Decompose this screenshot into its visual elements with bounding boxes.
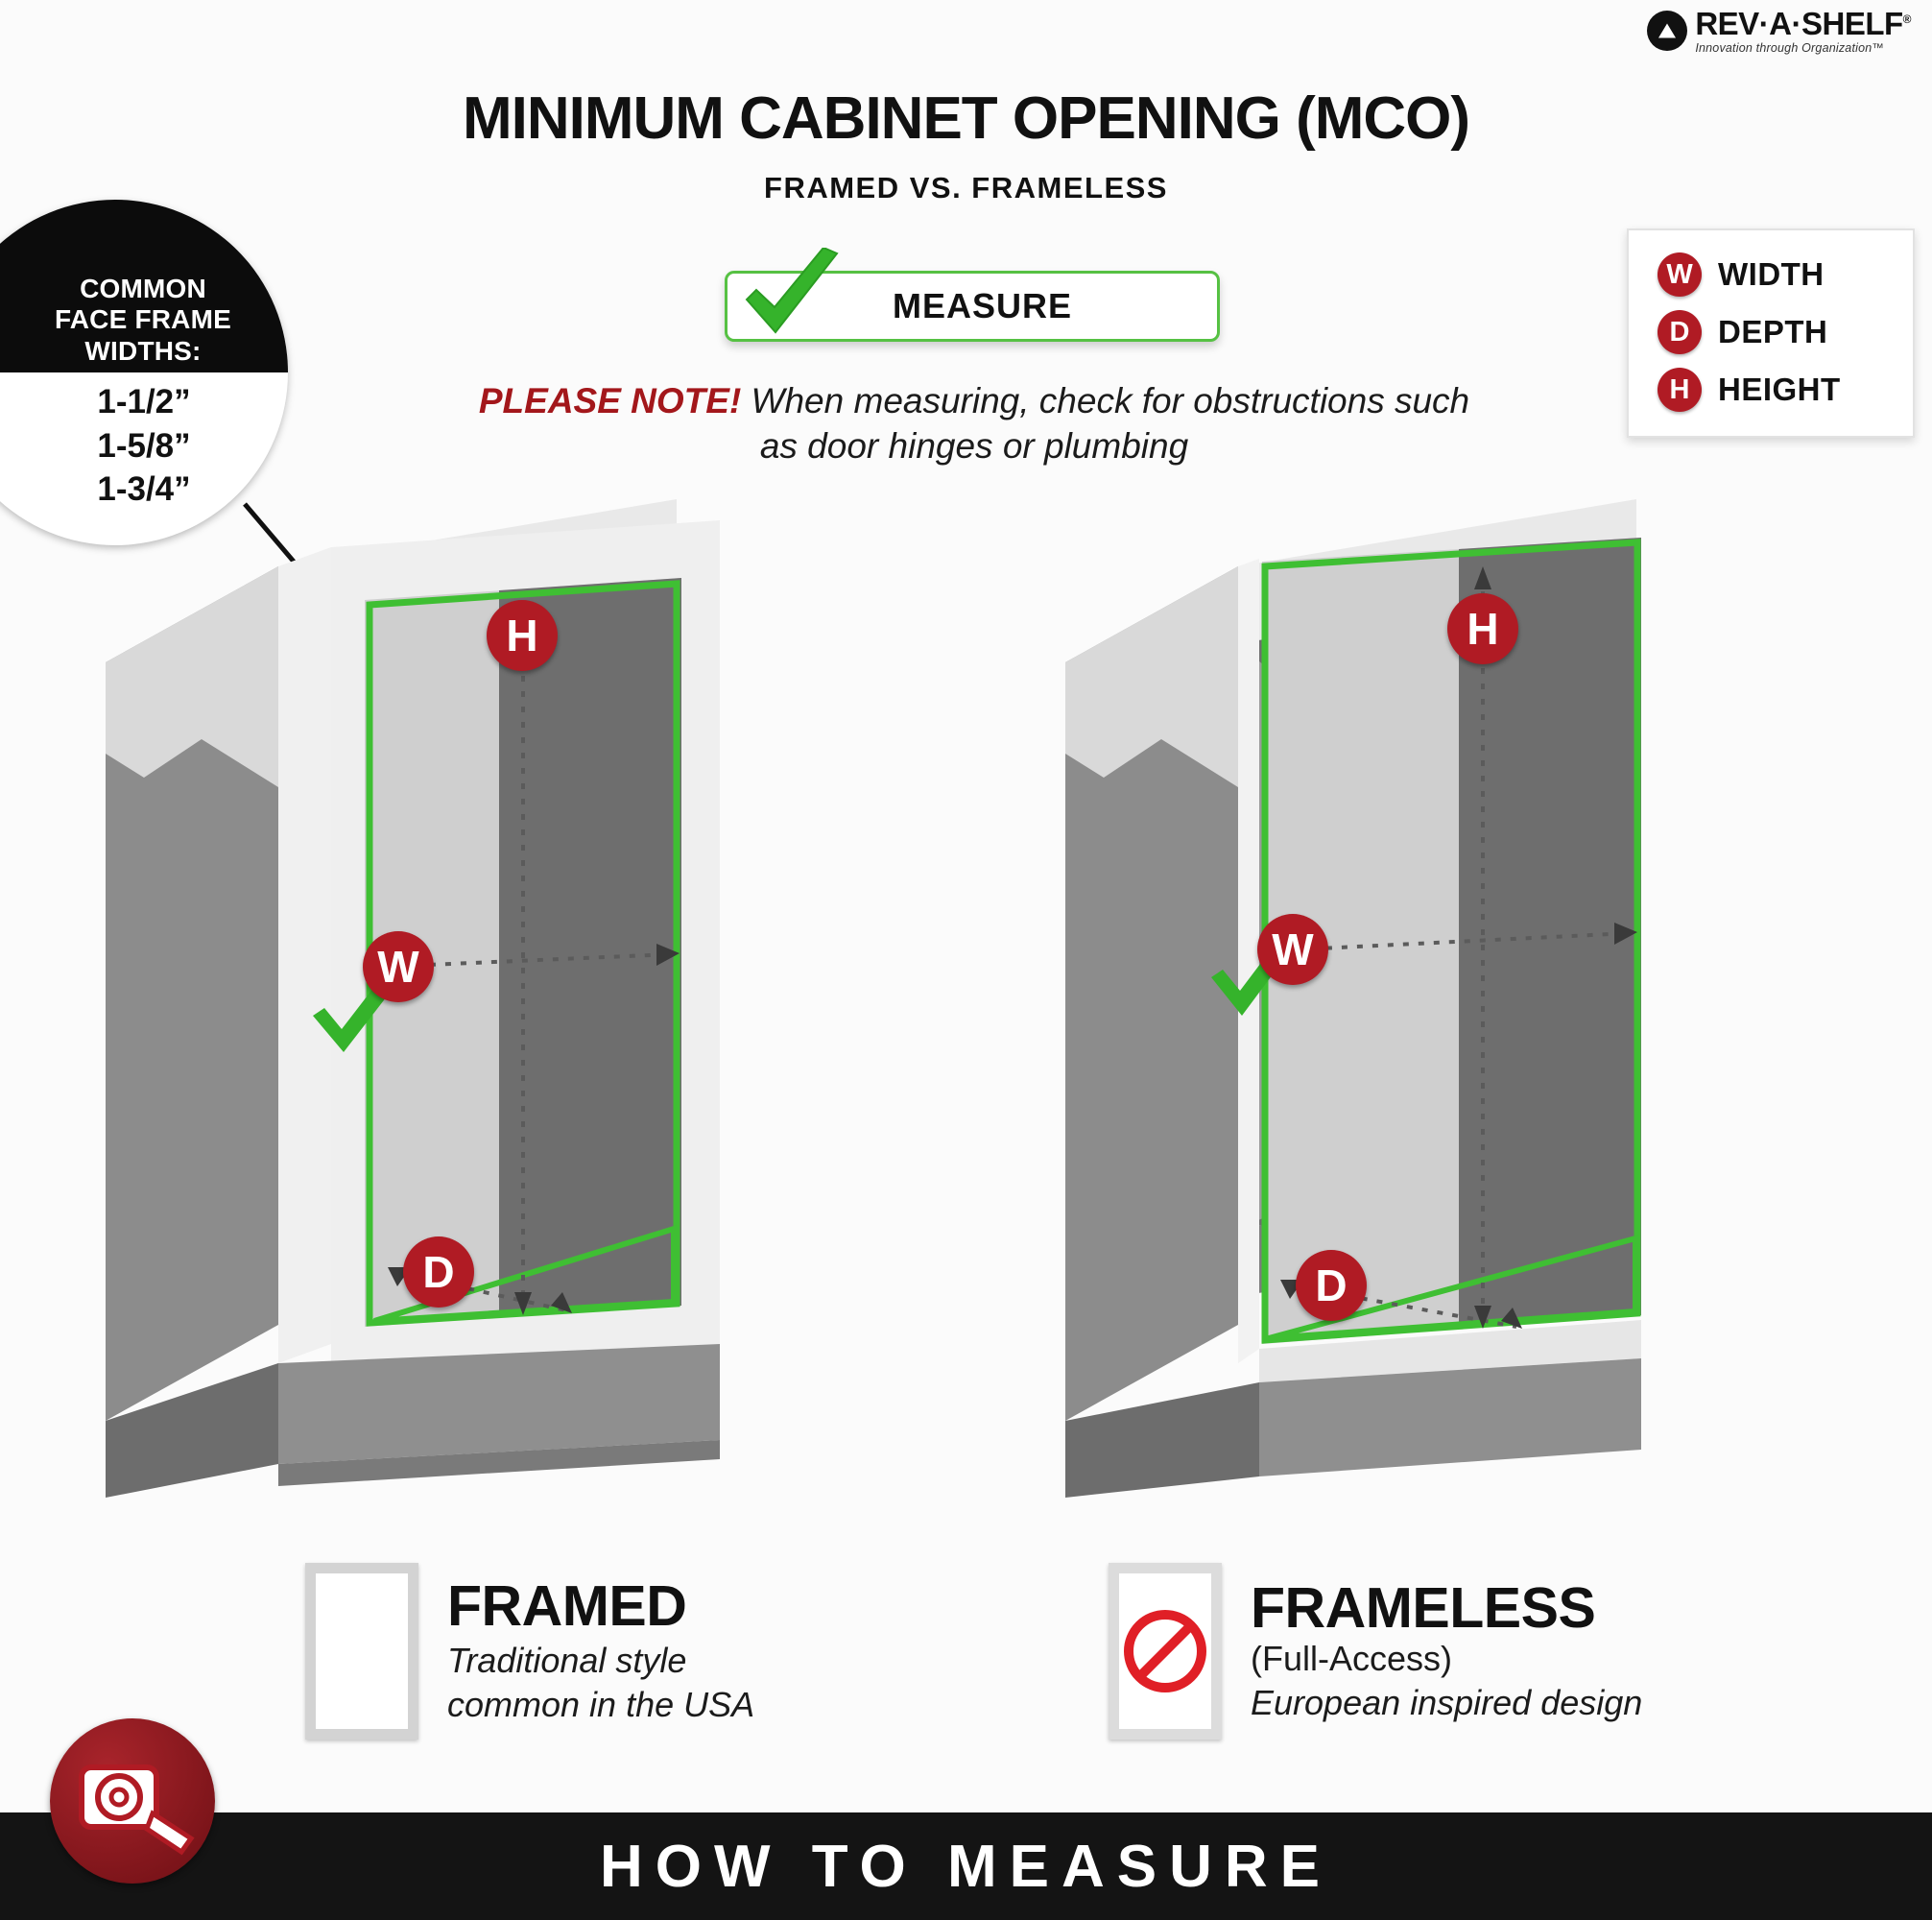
brand-name	[1695, 8, 1911, 39]
measure-label: MEASURE	[893, 286, 1073, 325]
green-check-icon	[739, 248, 845, 348]
frameless-depth-badge: D	[1296, 1250, 1367, 1321]
bubble-value-2: 1-5/8”	[97, 426, 191, 465]
frameless-subtitle-line-1: (Full-Access)	[1251, 1639, 1453, 1679]
dimension-legend	[1627, 228, 1915, 438]
common-face-frame-widths-bubble	[0, 200, 288, 545]
rev-a-shelf-logo-icon	[1647, 11, 1687, 51]
legend-label-width: WIDTH	[1718, 256, 1825, 292]
frameless-width-badge: W	[1257, 914, 1328, 985]
frameless-cabinet-drawing	[1046, 499, 1862, 1517]
height-badge-icon: H	[1658, 368, 1702, 412]
framed-subtitle-line-1: Traditional style	[447, 1641, 687, 1681]
frameless-title: FRAMELESS	[1251, 1576, 1596, 1641]
tape-measure-icon	[70, 1739, 195, 1863]
bubble-heading	[0, 200, 288, 372]
frameless-caption	[1109, 1563, 1642, 1740]
depth-badge-icon: D	[1658, 310, 1702, 354]
please-note-text	[461, 378, 1488, 469]
framed-title: FRAMED	[447, 1574, 687, 1639]
legend-item-width	[1629, 246, 1913, 303]
frameless-subtitle-line-2: European inspired design	[1251, 1682, 1643, 1722]
brand-name-text: REV·A·SHELF	[1695, 6, 1903, 41]
bubble-value-3: 1-3/4”	[97, 470, 191, 508]
no-face-frame-swatch-icon	[1109, 1563, 1222, 1740]
framed-height-badge: H	[487, 600, 558, 671]
legend-label-depth: DEPTH	[1718, 314, 1828, 349]
framed-caption-text	[447, 1574, 755, 1724]
tape-measure-badge	[50, 1718, 215, 1884]
page-title: MINIMUM CABINET OPENING (MCO)	[462, 85, 1470, 152]
brand-tagline: Innovation through Organization™	[1695, 41, 1885, 55]
framed-cabinet-diagram	[86, 499, 902, 1522]
frameless-caption-text	[1251, 1576, 1643, 1722]
brand-logo-text	[1695, 8, 1911, 55]
please-note-body: When measuring, check for obstructions such as door hinges or plumbing	[741, 381, 1470, 467]
prohibition-icon	[1121, 1607, 1209, 1695]
frameless-height-badge: H	[1447, 593, 1518, 664]
please-note-emphasis: PLEASE NOTE!	[478, 381, 742, 420]
brand-registered-mark: ®	[1902, 12, 1911, 26]
brand-logo	[1647, 8, 1911, 55]
legend-label-height: HEIGHT	[1718, 372, 1841, 407]
footer-title: HOW TO MEASURE	[600, 1833, 1332, 1900]
bubble-heading-line-3: WIDTHS:	[84, 335, 202, 366]
footer-bar	[0, 1812, 1932, 1920]
bubble-heading-line-1: COMMON	[80, 273, 206, 303]
framed-caption	[305, 1563, 754, 1740]
face-frame-swatch-icon	[305, 1563, 418, 1740]
frameless-cabinet-diagram	[1046, 499, 1862, 1522]
framed-subtitle-line-2: common in the USA	[447, 1684, 755, 1724]
bubble-value-1: 1-1/2”	[97, 383, 191, 420]
page-subtitle: FRAMED VS. FRAMELESS	[764, 171, 1168, 204]
legend-item-height	[1629, 361, 1913, 419]
framed-width-badge: W	[363, 931, 434, 1002]
width-badge-icon: W	[1658, 252, 1702, 297]
legend-item-depth	[1629, 303, 1913, 361]
bubble-heading-line-2: FACE FRAME	[55, 304, 231, 335]
framed-depth-badge: D	[403, 1236, 474, 1308]
